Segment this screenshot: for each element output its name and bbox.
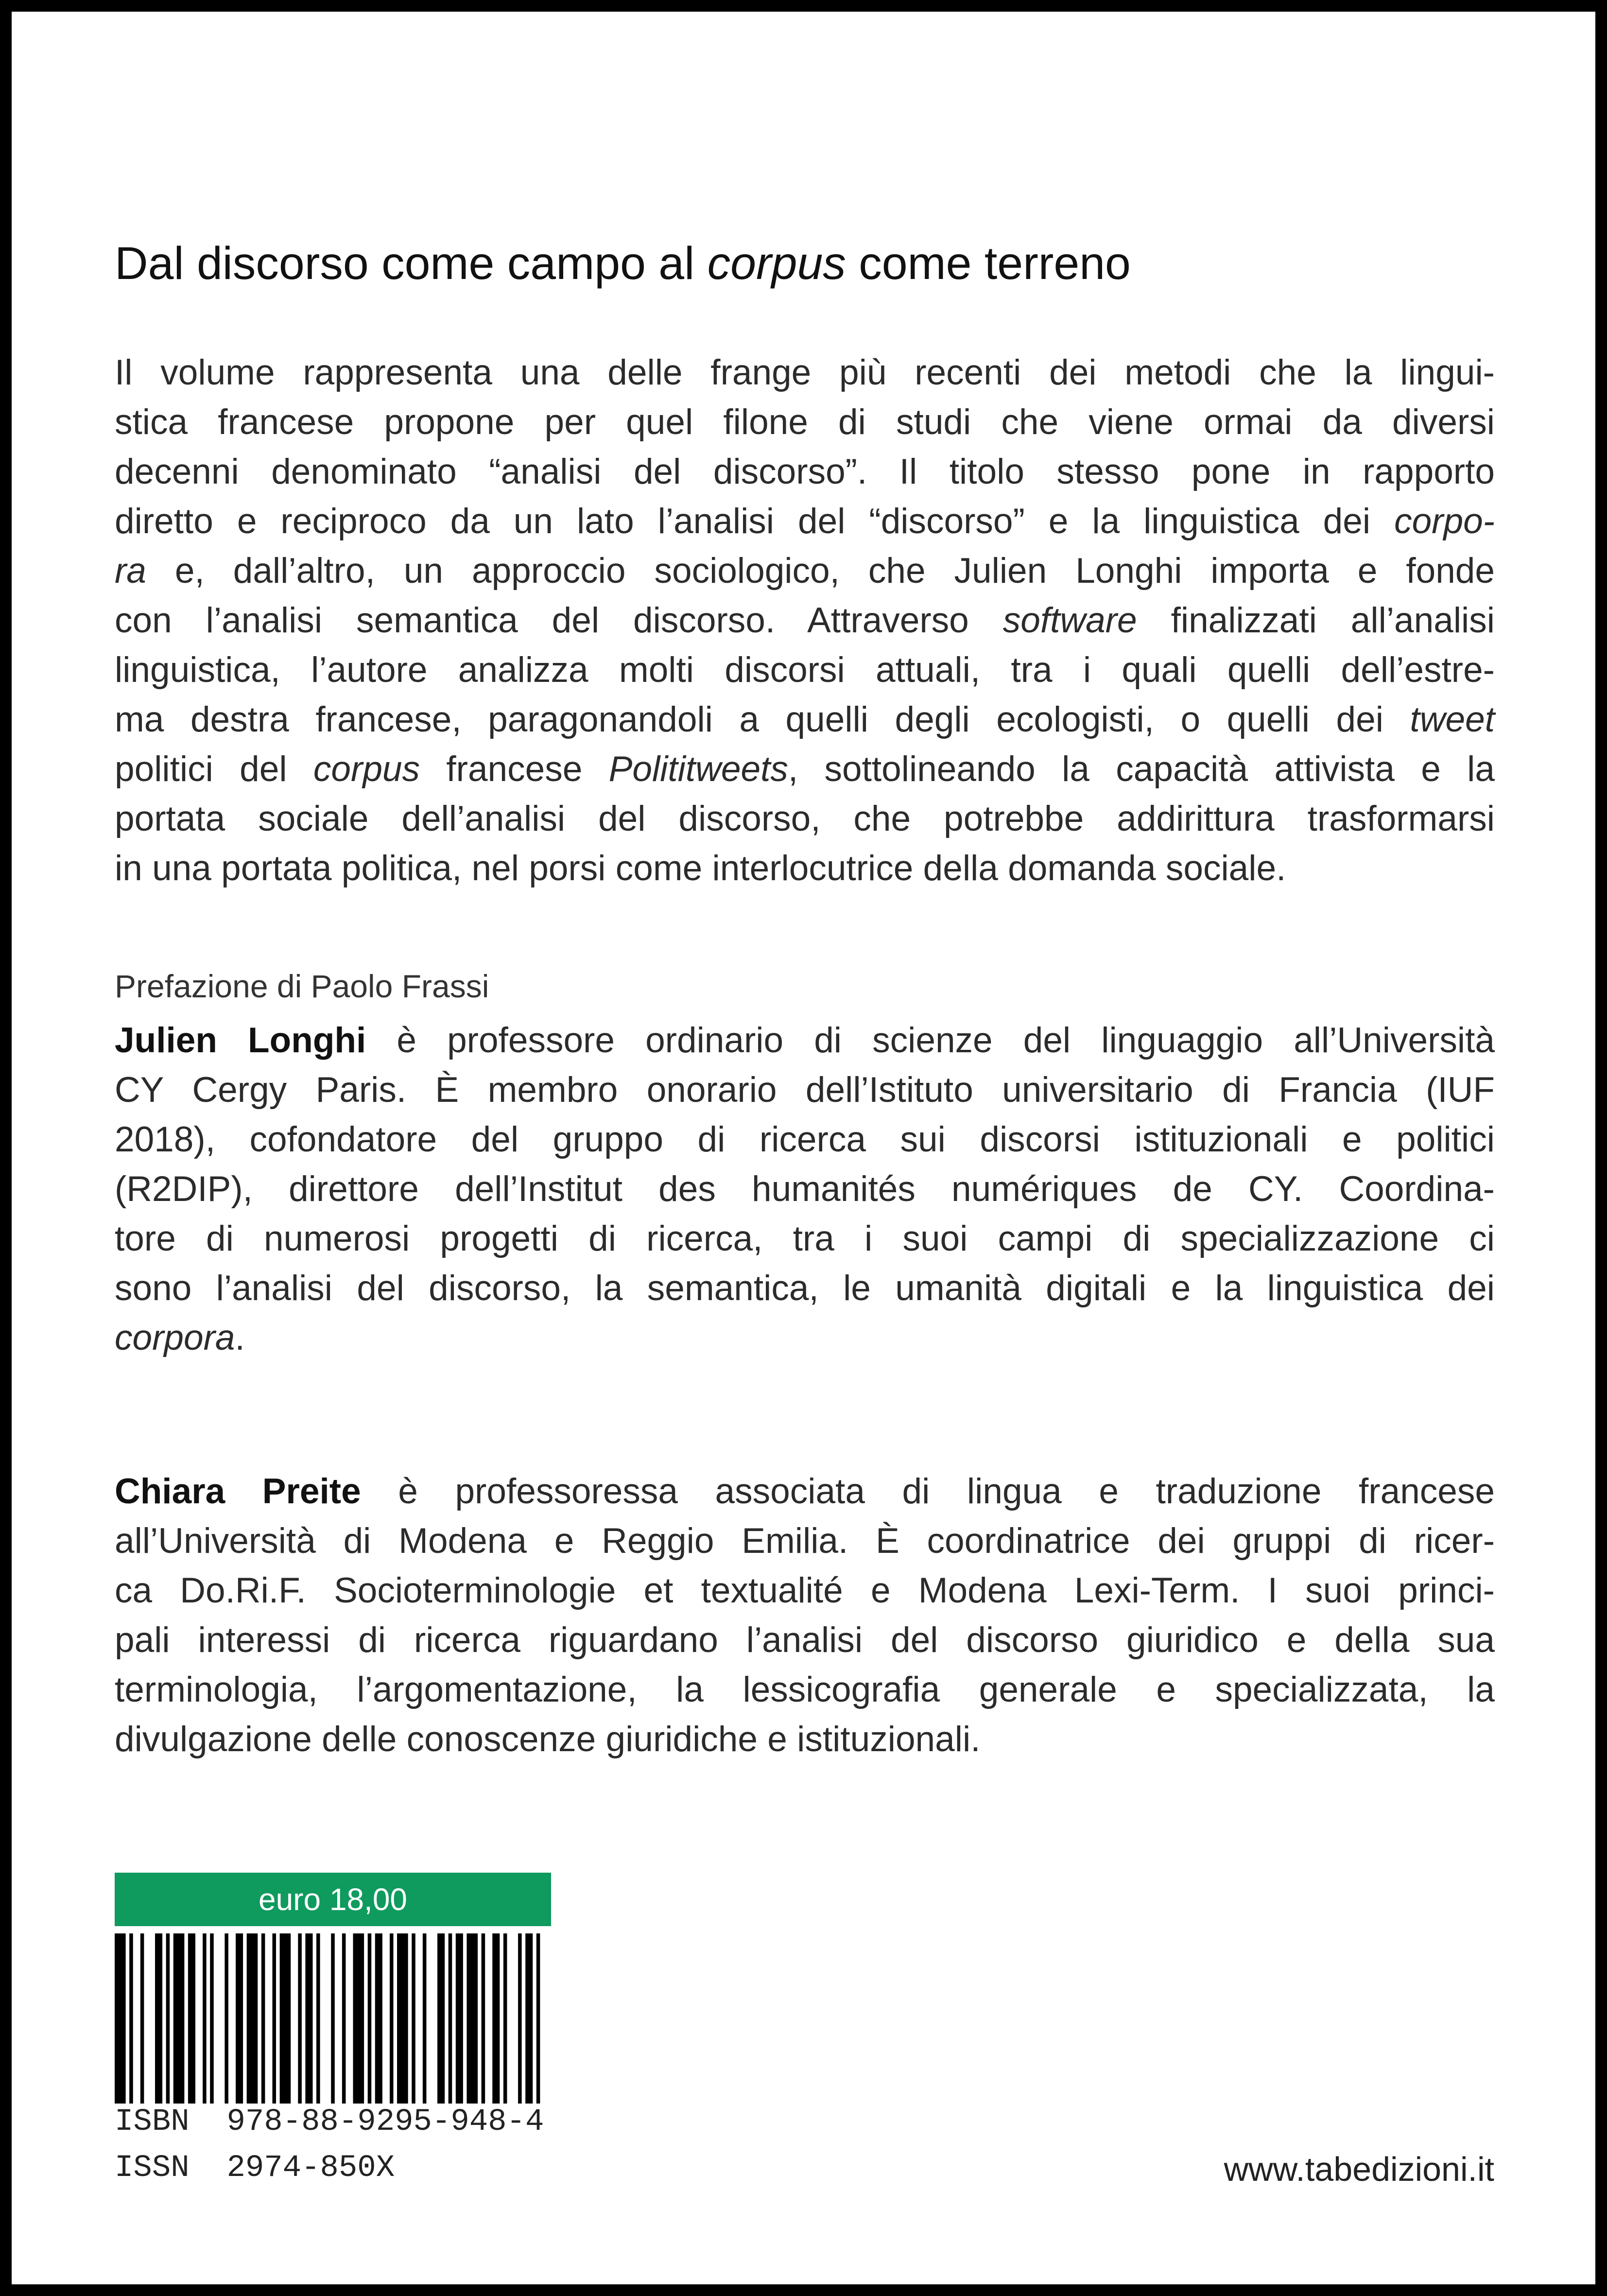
barcode-bar: [280, 1933, 291, 2104]
text-line: [115, 1715, 1495, 1764]
author-name: Julien Longhi: [115, 1021, 366, 1060]
book-title: [115, 237, 1495, 290]
italic-text: tweet: [1410, 700, 1495, 739]
barcode-bar: [236, 1933, 243, 2104]
barcode-bar: [467, 1933, 478, 2104]
barcode-bar: [342, 1933, 346, 2104]
barcode-bar: [272, 1933, 276, 2104]
publisher-website: www.tabedizioni.it: [1224, 2150, 1494, 2188]
italic-text: corpus: [313, 749, 420, 789]
text-segment: 2018), cofondatore del gruppo di ricerca sui discorsi istituzionali e politici: [115, 1120, 1495, 1159]
barcode-bar: [525, 1933, 533, 2104]
text-segment: portata sociale dell’analisi del discorso, che potrebbe addirittura trasformarsi: [115, 799, 1495, 838]
text-line: [115, 794, 1495, 844]
barcode-bar: [210, 1933, 214, 2104]
text-segment: pali interessi di ricerca riguardano l’analisi del discorso giuridico e della sua: [115, 1620, 1495, 1660]
text-segment: terminologia, l’argomentazione, la lessicografia generale e specializzata, la: [115, 1670, 1495, 1709]
barcode-bar: [353, 1933, 364, 2104]
barcode-bar: [305, 1933, 312, 2104]
barcode-bar: [397, 1933, 408, 2104]
text-segment: divulgazione delle conoscenze giuridiche e istituzionali.: [115, 1720, 981, 1759]
barcode-bar: [298, 1933, 302, 2104]
barcode-bar: [492, 1933, 500, 2104]
text-segment: (R2DIP), direttore dell’Institut des humanités numériques de CY. Coordina-: [115, 1169, 1495, 1209]
italic-text: ra: [115, 551, 146, 591]
title-pre: Dal discorso come campo al: [115, 238, 708, 289]
text-segment: , sottolineando la capacità attivista e la: [788, 749, 1495, 789]
barcode-bar: [456, 1933, 463, 2104]
text-segment: in una portata politica, nel porsi come interlocutrice della domanda sociale.: [115, 849, 1286, 888]
book-description: [115, 348, 1495, 893]
barcode-bar: [155, 1933, 162, 2104]
barcode-bar: [482, 1933, 485, 2104]
barcode-bar: [173, 1933, 185, 2104]
text-line: [115, 1665, 1495, 1715]
author-bio-preite: [115, 1467, 1495, 1764]
title-post: come terreno: [846, 238, 1131, 289]
price-label: euro 18,00: [115, 1873, 551, 1926]
text-segment: è professoressa associata di lingua e traduzione francese: [361, 1472, 1495, 1511]
text-line: [115, 546, 1495, 596]
text-segment: con l’analisi semantica del discorso. Attraverso: [115, 601, 1003, 640]
text-line: [115, 844, 1495, 893]
isbn-number: ISBN 978-88-9295-948-4: [115, 2105, 544, 2139]
text-segment: CY Cergy Paris. È membro onorario dell’Istituto universitario di Francia (IUF: [115, 1070, 1495, 1110]
text-segment: finalizzati all’analisi: [1137, 601, 1495, 640]
italic-text: software: [1002, 601, 1137, 640]
text-line: [115, 447, 1495, 497]
text-line: [115, 1214, 1495, 1264]
text-line: [115, 348, 1495, 398]
text-line: [115, 1065, 1495, 1115]
author-name: Chiara Preite: [115, 1472, 361, 1511]
barcode-bar: [166, 1933, 170, 2104]
barcode-bar: [331, 1933, 335, 2104]
text-line: [115, 745, 1495, 794]
text-segment: politici del: [115, 749, 313, 789]
text-line: [115, 1566, 1495, 1616]
text-segment: stica francese propone per quel filone di studi che viene ormai da diversi: [115, 402, 1495, 442]
barcode-bar: [437, 1933, 445, 2104]
text-line: [115, 596, 1495, 645]
text-line: [115, 645, 1495, 695]
barcode-bar: [247, 1933, 258, 2104]
text-line: [115, 1115, 1495, 1165]
text-line: [115, 1165, 1495, 1214]
text-segment: tore di numerosi progetti di ricerca, tra i suoi campi di specializzazione ci: [115, 1219, 1495, 1258]
barcode-bar: [518, 1933, 522, 2104]
text-line: [115, 1467, 1495, 1516]
preface-credit: Prefazione di Paolo Frassi: [115, 968, 489, 1004]
barcode-bar: [188, 1933, 195, 2104]
barcode-bar: [129, 1933, 133, 2104]
issn-number: ISSN 2974-850X: [115, 2151, 395, 2186]
text-segment: ma destra francese, paragonandoli a quelli degli ecologisti, o quelli dei: [115, 700, 1410, 739]
text-segment: sono l’analisi del discorso, la semantica, le umanità digitali e la linguistica dei: [115, 1269, 1495, 1308]
text-segment: linguistica, l’autore analizza molti discorsi attuali, tra i quali quelli dell’estre-: [115, 650, 1495, 690]
barcode-bar: [261, 1933, 265, 2104]
barcode: [115, 1933, 551, 2104]
barcode-bar: [412, 1933, 415, 2104]
italic-text: Polititweets: [608, 749, 788, 789]
barcode-bar: [536, 1933, 540, 2104]
text-segment: decenni denominato “analisi del discorso”. Il titolo stesso pone in rapporto: [115, 452, 1495, 491]
text-line: [115, 695, 1495, 745]
barcode-bar: [423, 1933, 427, 2104]
text-segment: è professore ordinario di scienze del linguaggio all’Università: [366, 1021, 1495, 1060]
italic-text: corpora: [115, 1318, 235, 1357]
barcode-bar: [140, 1933, 144, 2104]
barcode-bar: [203, 1933, 207, 2104]
italic-text: corpo-: [1394, 502, 1495, 541]
text-line: [115, 398, 1495, 447]
text-line: [115, 1313, 1495, 1363]
text-segment: e, dall’altro, un approccio sociologico, che Julien Longhi importa e fonde: [146, 551, 1495, 591]
barcode-bar: [390, 1933, 394, 2104]
title-italic: corpus: [707, 238, 846, 289]
text-segment: .: [235, 1318, 245, 1357]
text-segment: francese: [420, 749, 609, 789]
barcode-bar: [115, 1933, 126, 2104]
barcode-bar: [503, 1933, 507, 2104]
author-bio-longhi: [115, 1016, 1495, 1363]
barcode-bar: [449, 1933, 452, 2104]
text-segment: Il volume rappresenta una delle frange più recenti dei metodi che la lingui-: [115, 353, 1495, 392]
text-segment: diretto e reciproco da un lato l’analisi del “discorso” e la linguistica dei: [115, 502, 1395, 541]
text-line: [115, 1616, 1495, 1665]
barcode-bar: [368, 1933, 372, 2104]
barcode-bar: [225, 1933, 228, 2104]
text-line: [115, 497, 1495, 546]
text-segment: ca Do.Ri.F. Socioterminologie et textualité e Modena Lexi-Term. I suoi princi-: [115, 1571, 1495, 1610]
text-line: [115, 1016, 1495, 1065]
text-segment: all’Università di Modena e Reggio Emilia. È coordinatrice dei gruppi di ricer-: [115, 1521, 1495, 1561]
text-line: [115, 1516, 1495, 1566]
barcode-bar: [316, 1933, 320, 2104]
barcode-bar: [375, 1933, 382, 2104]
text-line: [115, 1264, 1495, 1313]
